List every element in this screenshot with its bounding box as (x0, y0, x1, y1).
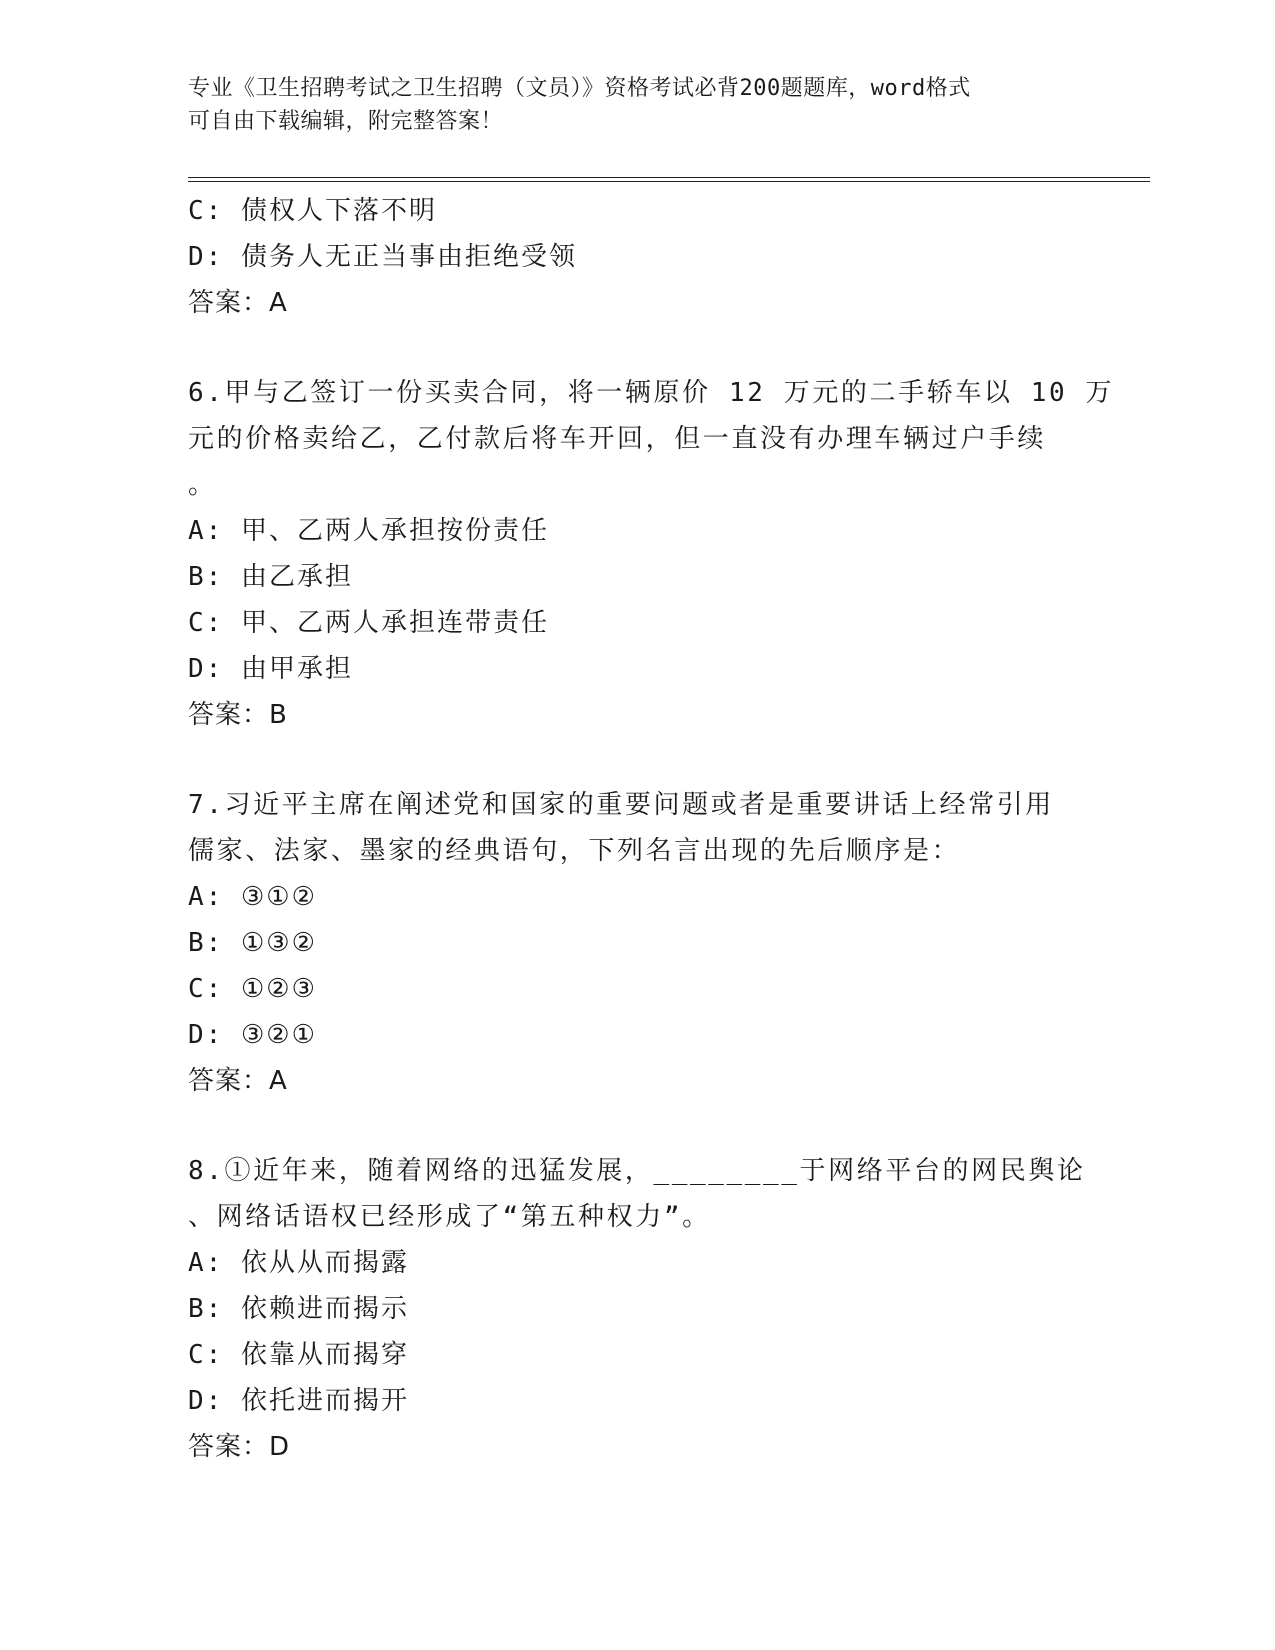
option-c: C: 依靠从而揭穿 (188, 1340, 409, 1370)
question-8 (188, 1148, 1086, 1470)
answer-line: 答案：D (188, 1432, 291, 1462)
option-c: C: 债权人下落不明 (188, 196, 437, 226)
question-stem-line: 、网络话语权已经形成了“第五种权力”。 (188, 1202, 711, 1232)
option-b: B: 由乙承担 (188, 562, 353, 592)
option-d: D: 债务人无正当事由拒绝受领 (188, 242, 577, 272)
option-a: A: 甲、乙两人承担按份责任 (188, 516, 549, 546)
option-a: A: ③①② (188, 882, 317, 912)
option-d: D: 由甲承担 (188, 654, 353, 684)
header-divider-top (188, 177, 1150, 178)
question-stem-line: 6.甲与乙签订一份买卖合同，将一辆原价 12 万元的二手轿车以 10 万 (188, 378, 1115, 408)
question-stem-line: 儒家、法家、墨家的经典语句，下列名言出现的先后顺序是： (188, 836, 961, 866)
option-a: A: 依从从而揭露 (188, 1248, 409, 1278)
option-b: B: 依赖进而揭示 (188, 1294, 409, 1324)
document-body (188, 188, 1115, 1470)
question-stem-line: 8.①近年来，随着网络的迅猛发展，________于网络平台的网民舆论 (188, 1156, 1086, 1186)
document-header (188, 72, 1068, 138)
question-6 (188, 370, 1115, 738)
header-divider-bottom (188, 181, 1150, 182)
option-c: C: ①②③ (188, 974, 317, 1004)
answer-line: 答案：A (188, 1066, 288, 1096)
question-stem-line: 7.习近平主席在阐述党和国家的重要问题或者是重要讲话上经常引用 (188, 790, 1054, 820)
option-b: B: ①③② (188, 928, 317, 958)
option-d: D: ③②① (188, 1020, 317, 1050)
question-5-continued (188, 188, 1068, 326)
answer-line: 答案：B (188, 700, 288, 730)
question-stem-line: 元的价格卖给乙，乙付款后将车开回，但一直没有办理车辆过户手续 (188, 424, 1047, 454)
answer-line: 答案：A (188, 288, 288, 318)
question-7 (188, 782, 1068, 1104)
question-stem-line: 。 (188, 470, 217, 500)
header-line-2: 可自由下载编辑，附完整答案！ (188, 109, 504, 134)
option-c: C: 甲、乙两人承担连带责任 (188, 608, 549, 638)
header-line-1: 专业《卫生招聘考试之卫生招聘（文员）》资格考试必背200题题库，word格式 (188, 76, 971, 101)
option-d: D: 依托进而揭开 (188, 1386, 409, 1416)
